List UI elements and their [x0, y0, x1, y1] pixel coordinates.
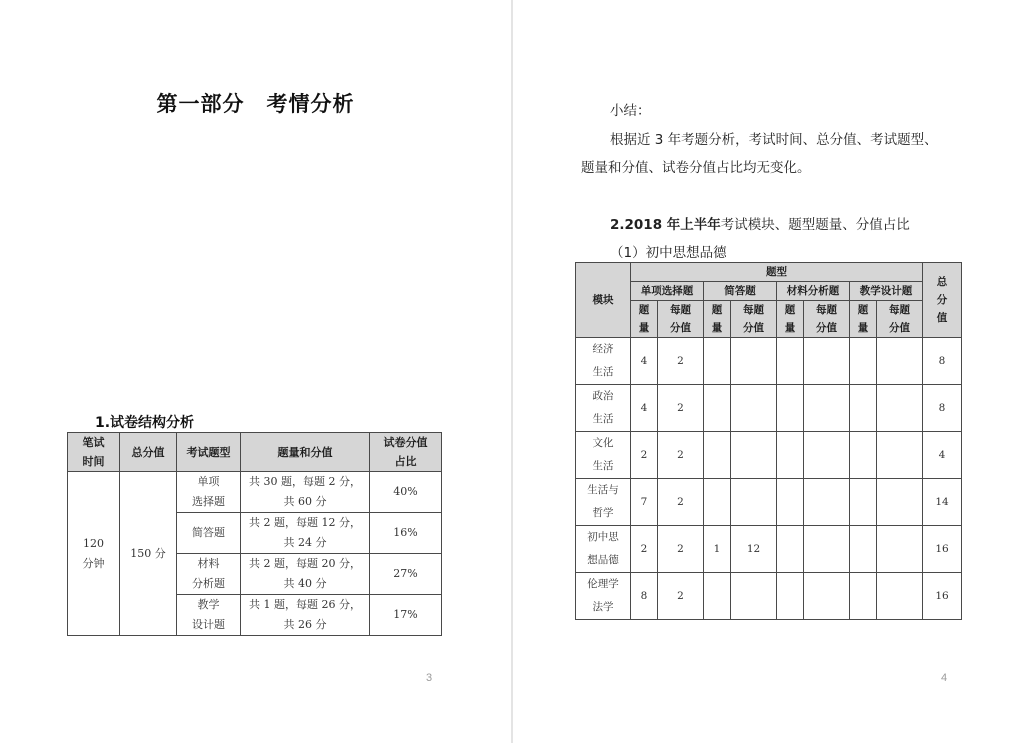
- header-count: 题 量: [704, 301, 731, 338]
- ratio-cell: 27%: [370, 554, 442, 595]
- value-cell: [731, 432, 777, 479]
- value-cell: [850, 479, 877, 526]
- count-score-cell: 共 30 题，每题 2 分， 共 60 分: [241, 472, 370, 513]
- value-cell: 4: [631, 338, 658, 385]
- header-exam-time: 笔试 时间: [68, 433, 120, 472]
- value-cell: [877, 573, 923, 620]
- value-cell: 7: [631, 479, 658, 526]
- question-type-cell: 教学 设计题: [177, 595, 241, 636]
- value-cell: [704, 338, 731, 385]
- table-row: [576, 338, 962, 385]
- value-cell: [777, 338, 804, 385]
- module-name-cell: 伦理学 法学: [576, 573, 631, 620]
- value-cell: 2: [631, 432, 658, 479]
- total-score-cell: 8: [923, 338, 962, 385]
- value-cell: 2: [658, 479, 704, 526]
- value-cell: [804, 432, 850, 479]
- value-cell: 2: [658, 526, 704, 573]
- ratio-cell: 17%: [370, 595, 442, 636]
- header-question-type: 考试题型: [177, 433, 241, 472]
- header-per-score: 每题 分值: [804, 301, 850, 338]
- value-cell: 4: [631, 385, 658, 432]
- part-title: 第一部分 考情分析: [156, 92, 355, 116]
- section-heading-rest: 考试模块、题型题量、分值占比: [720, 217, 910, 233]
- total-score-cell: 16: [923, 573, 962, 620]
- value-cell: [877, 338, 923, 385]
- header-per-score: 每题 分值: [658, 301, 704, 338]
- table-header-row: [68, 433, 442, 472]
- header-count: 题 量: [850, 301, 877, 338]
- value-cell: [804, 573, 850, 620]
- module-name-cell: 文化 生活: [576, 432, 631, 479]
- header-question-type: 题型: [631, 263, 923, 282]
- value-cell: [704, 479, 731, 526]
- value-cell: [850, 385, 877, 432]
- question-type-cell: 单项 选择题: [177, 472, 241, 513]
- value-cell: [850, 432, 877, 479]
- header-material-analysis: 材料分析题: [777, 282, 850, 301]
- header-short-answer: 简答题: [704, 282, 777, 301]
- total-score-cell: 8: [923, 385, 962, 432]
- value-cell: [777, 573, 804, 620]
- section-heading-bold: 2.2018 年上半年: [610, 217, 721, 233]
- count-score-cell: 共 1 题，每题 26 分， 共 26 分: [241, 595, 370, 636]
- exam-structure-table: [67, 432, 442, 636]
- page-3: [0, 0, 511, 743]
- table-row: [68, 472, 442, 513]
- header-count: 题 量: [777, 301, 804, 338]
- question-type-cell: 简答题: [177, 513, 241, 554]
- module-name-cell: 政治 生活: [576, 385, 631, 432]
- table-header-row: [576, 263, 962, 282]
- table-row: [576, 479, 962, 526]
- value-cell: [731, 385, 777, 432]
- summary-line-2: 题量和分值、试卷分值占比均无变化。: [581, 160, 811, 176]
- value-cell: [731, 573, 777, 620]
- value-cell: [804, 526, 850, 573]
- value-cell: [777, 432, 804, 479]
- section-heading-structure: 1.试卷结构分析: [95, 415, 195, 431]
- total-score-cell: 4: [923, 432, 962, 479]
- page-number: 3: [426, 672, 433, 684]
- count-score-cell: 共 2 题，每题 12 分， 共 24 分: [241, 513, 370, 554]
- ratio-cell: 16%: [370, 513, 442, 554]
- value-cell: 12: [731, 526, 777, 573]
- value-cell: [777, 385, 804, 432]
- question-type-cell: 材料 分析题: [177, 554, 241, 595]
- table-header-row: [576, 301, 962, 338]
- header-single-choice: 单项选择题: [631, 282, 704, 301]
- value-cell: 2: [658, 432, 704, 479]
- page-number: 4: [941, 672, 948, 684]
- summary-label: 小结：: [610, 103, 651, 119]
- value-cell: [877, 385, 923, 432]
- header-per-score: 每题 分值: [877, 301, 923, 338]
- value-cell: 2: [658, 385, 704, 432]
- value-cell: [777, 479, 804, 526]
- table-row: [576, 432, 962, 479]
- header-score-ratio: 试卷分值 占比: [370, 433, 442, 472]
- module-name-cell: 经济 生活: [576, 338, 631, 385]
- module-name-cell: 生活与 哲学: [576, 479, 631, 526]
- exam-time-cell: 120 分钟: [68, 472, 120, 636]
- value-cell: [804, 338, 850, 385]
- value-cell: [704, 432, 731, 479]
- value-cell: 1: [704, 526, 731, 573]
- section-heading-2018: [610, 213, 910, 233]
- value-cell: [731, 338, 777, 385]
- value-cell: [850, 338, 877, 385]
- module-breakdown-table: [575, 262, 962, 620]
- table-row: [576, 526, 962, 573]
- value-cell: [777, 526, 804, 573]
- subheading-civics: （1）初中思想品德: [610, 245, 727, 261]
- value-cell: [731, 479, 777, 526]
- total-score-cell: 150 分: [120, 472, 177, 636]
- table-row: [576, 385, 962, 432]
- value-cell: 2: [658, 573, 704, 620]
- total-score-cell: 16: [923, 526, 962, 573]
- header-count-and-score: 题量和分值: [241, 433, 370, 472]
- value-cell: [704, 385, 731, 432]
- header-total-score: 总 分 值: [923, 263, 962, 338]
- header-module: 模块: [576, 263, 631, 338]
- header-teaching-design: 教学设计题: [850, 282, 923, 301]
- value-cell: [850, 573, 877, 620]
- ratio-cell: 40%: [370, 472, 442, 513]
- value-cell: [877, 526, 923, 573]
- value-cell: [704, 573, 731, 620]
- value-cell: [804, 385, 850, 432]
- value-cell: 8: [631, 573, 658, 620]
- value-cell: [877, 432, 923, 479]
- total-score-cell: 14: [923, 479, 962, 526]
- value-cell: [850, 526, 877, 573]
- header-total-score: 总分值: [120, 433, 177, 472]
- value-cell: 2: [658, 338, 704, 385]
- header-count: 题 量: [631, 301, 658, 338]
- summary-line-1: 根据近 3 年考题分析，考试时间、总分值、考试题型、: [610, 132, 938, 148]
- module-name-cell: 初中思 想品德: [576, 526, 631, 573]
- table-header-row: [576, 282, 962, 301]
- module-table-body: [576, 338, 962, 620]
- count-score-cell: 共 2 题，每题 20 分， 共 40 分: [241, 554, 370, 595]
- value-cell: [877, 479, 923, 526]
- value-cell: 2: [631, 526, 658, 573]
- value-cell: [804, 479, 850, 526]
- table-row: [576, 573, 962, 620]
- header-per-score: 每题 分值: [731, 301, 777, 338]
